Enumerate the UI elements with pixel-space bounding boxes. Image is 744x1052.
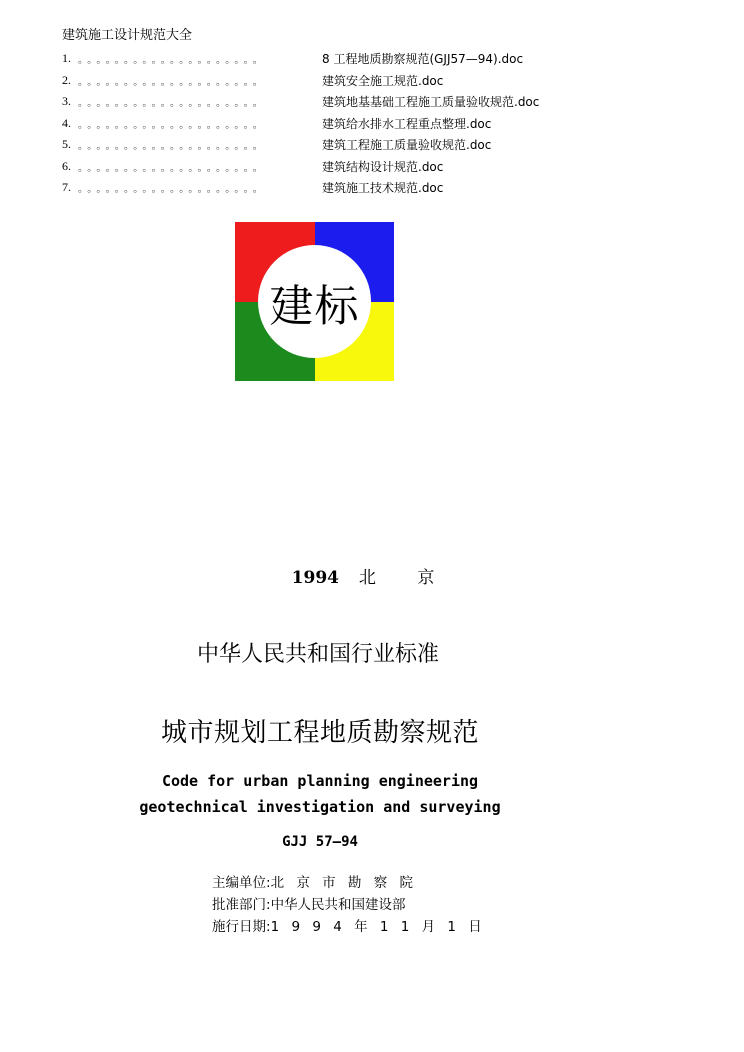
- toc-item-leader: 。。。。。。。。。。。。。。。。。。。。: [78, 98, 267, 110]
- standard-code: GJJ 57—94: [282, 834, 358, 850]
- toc-item-text[interactable]: 建筑安全施工规范.doc: [322, 73, 444, 88]
- title-english-line2: geotechnical investigation and surveying: [139, 798, 501, 816]
- toc-item[interactable]: [62, 48, 622, 70]
- approver-label: 批准部门:: [212, 897, 271, 913]
- toc-item-leader: 。。。。。。。。。。。。。。。。。。。。: [78, 55, 267, 67]
- editor-row: [212, 872, 486, 894]
- date-value: 1 9 9 4 年 1 1 月 1 日: [270, 919, 486, 935]
- title-chinese: 城市规划工程地质勘察规范: [160, 718, 479, 748]
- document-heading: 建筑施工设计规范大全: [62, 28, 193, 43]
- toc-item-number: 4.: [62, 115, 71, 130]
- approver-value: 中华人民共和国建设部: [270, 897, 406, 913]
- title-english: [0, 768, 640, 820]
- toc-item-text[interactable]: 建筑施工技术规范.doc: [322, 181, 444, 196]
- toc-item[interactable]: [62, 156, 622, 178]
- publication-line: [0, 563, 744, 588]
- publication-info: [212, 872, 486, 938]
- standard-category: 中华人民共和国行业标准: [196, 642, 439, 667]
- toc-item-leader: 。。。。。。。。。。。。。。。。。。。。: [78, 162, 267, 174]
- toc-item-number: 1.: [62, 51, 71, 66]
- jianbiao-logo: [235, 222, 394, 381]
- date-label: 施行日期:: [212, 919, 271, 935]
- toc-item-leader: 。。。。。。。。。。。。。。。。。。。。: [78, 141, 267, 153]
- toc-item[interactable]: [62, 91, 622, 113]
- title-english-line1: Code for urban planning engineering: [161, 772, 479, 790]
- toc-item-number: 3.: [62, 94, 71, 109]
- publication-city: 北 京: [358, 568, 453, 588]
- toc-item-number: 5.: [62, 137, 71, 152]
- editor-label: 主编单位:: [212, 875, 271, 891]
- toc-item-leader: 。。。。。。。。。。。。。。。。。。。。: [78, 119, 267, 131]
- table-of-contents: [62, 48, 622, 199]
- toc-item-number: 7.: [62, 180, 71, 195]
- toc-item-text[interactable]: 建筑给水排水工程重点整理.doc: [322, 116, 492, 131]
- toc-item-text[interactable]: 建筑工程施工质量验收规范.doc: [322, 138, 492, 153]
- toc-item-leader: 。。。。。。。。。。。。。。。。。。。。: [78, 76, 267, 88]
- toc-item-text[interactable]: 8 工程地质勘察规范(GJJ57—94).doc: [322, 52, 524, 67]
- toc-item-text[interactable]: 建筑结构设计规范.doc: [322, 159, 444, 174]
- toc-item-number: 2.: [62, 72, 71, 87]
- toc-item[interactable]: [62, 113, 622, 135]
- toc-item-text[interactable]: 建筑地基基础工程施工质量验收规范.doc: [322, 95, 540, 110]
- toc-item[interactable]: [62, 70, 622, 92]
- toc-item[interactable]: [62, 134, 622, 156]
- toc-item-number: 6.: [62, 158, 71, 173]
- toc-item[interactable]: [62, 177, 622, 199]
- logo-text: 建标: [269, 280, 360, 332]
- publication-year: 1994: [291, 568, 339, 588]
- editor-value: 北 京 市 勘 察 院: [270, 875, 418, 891]
- approver-row: [212, 894, 486, 916]
- date-row: [212, 916, 486, 938]
- toc-item-leader: 。。。。。。。。。。。。。。。。。。。。: [78, 184, 267, 196]
